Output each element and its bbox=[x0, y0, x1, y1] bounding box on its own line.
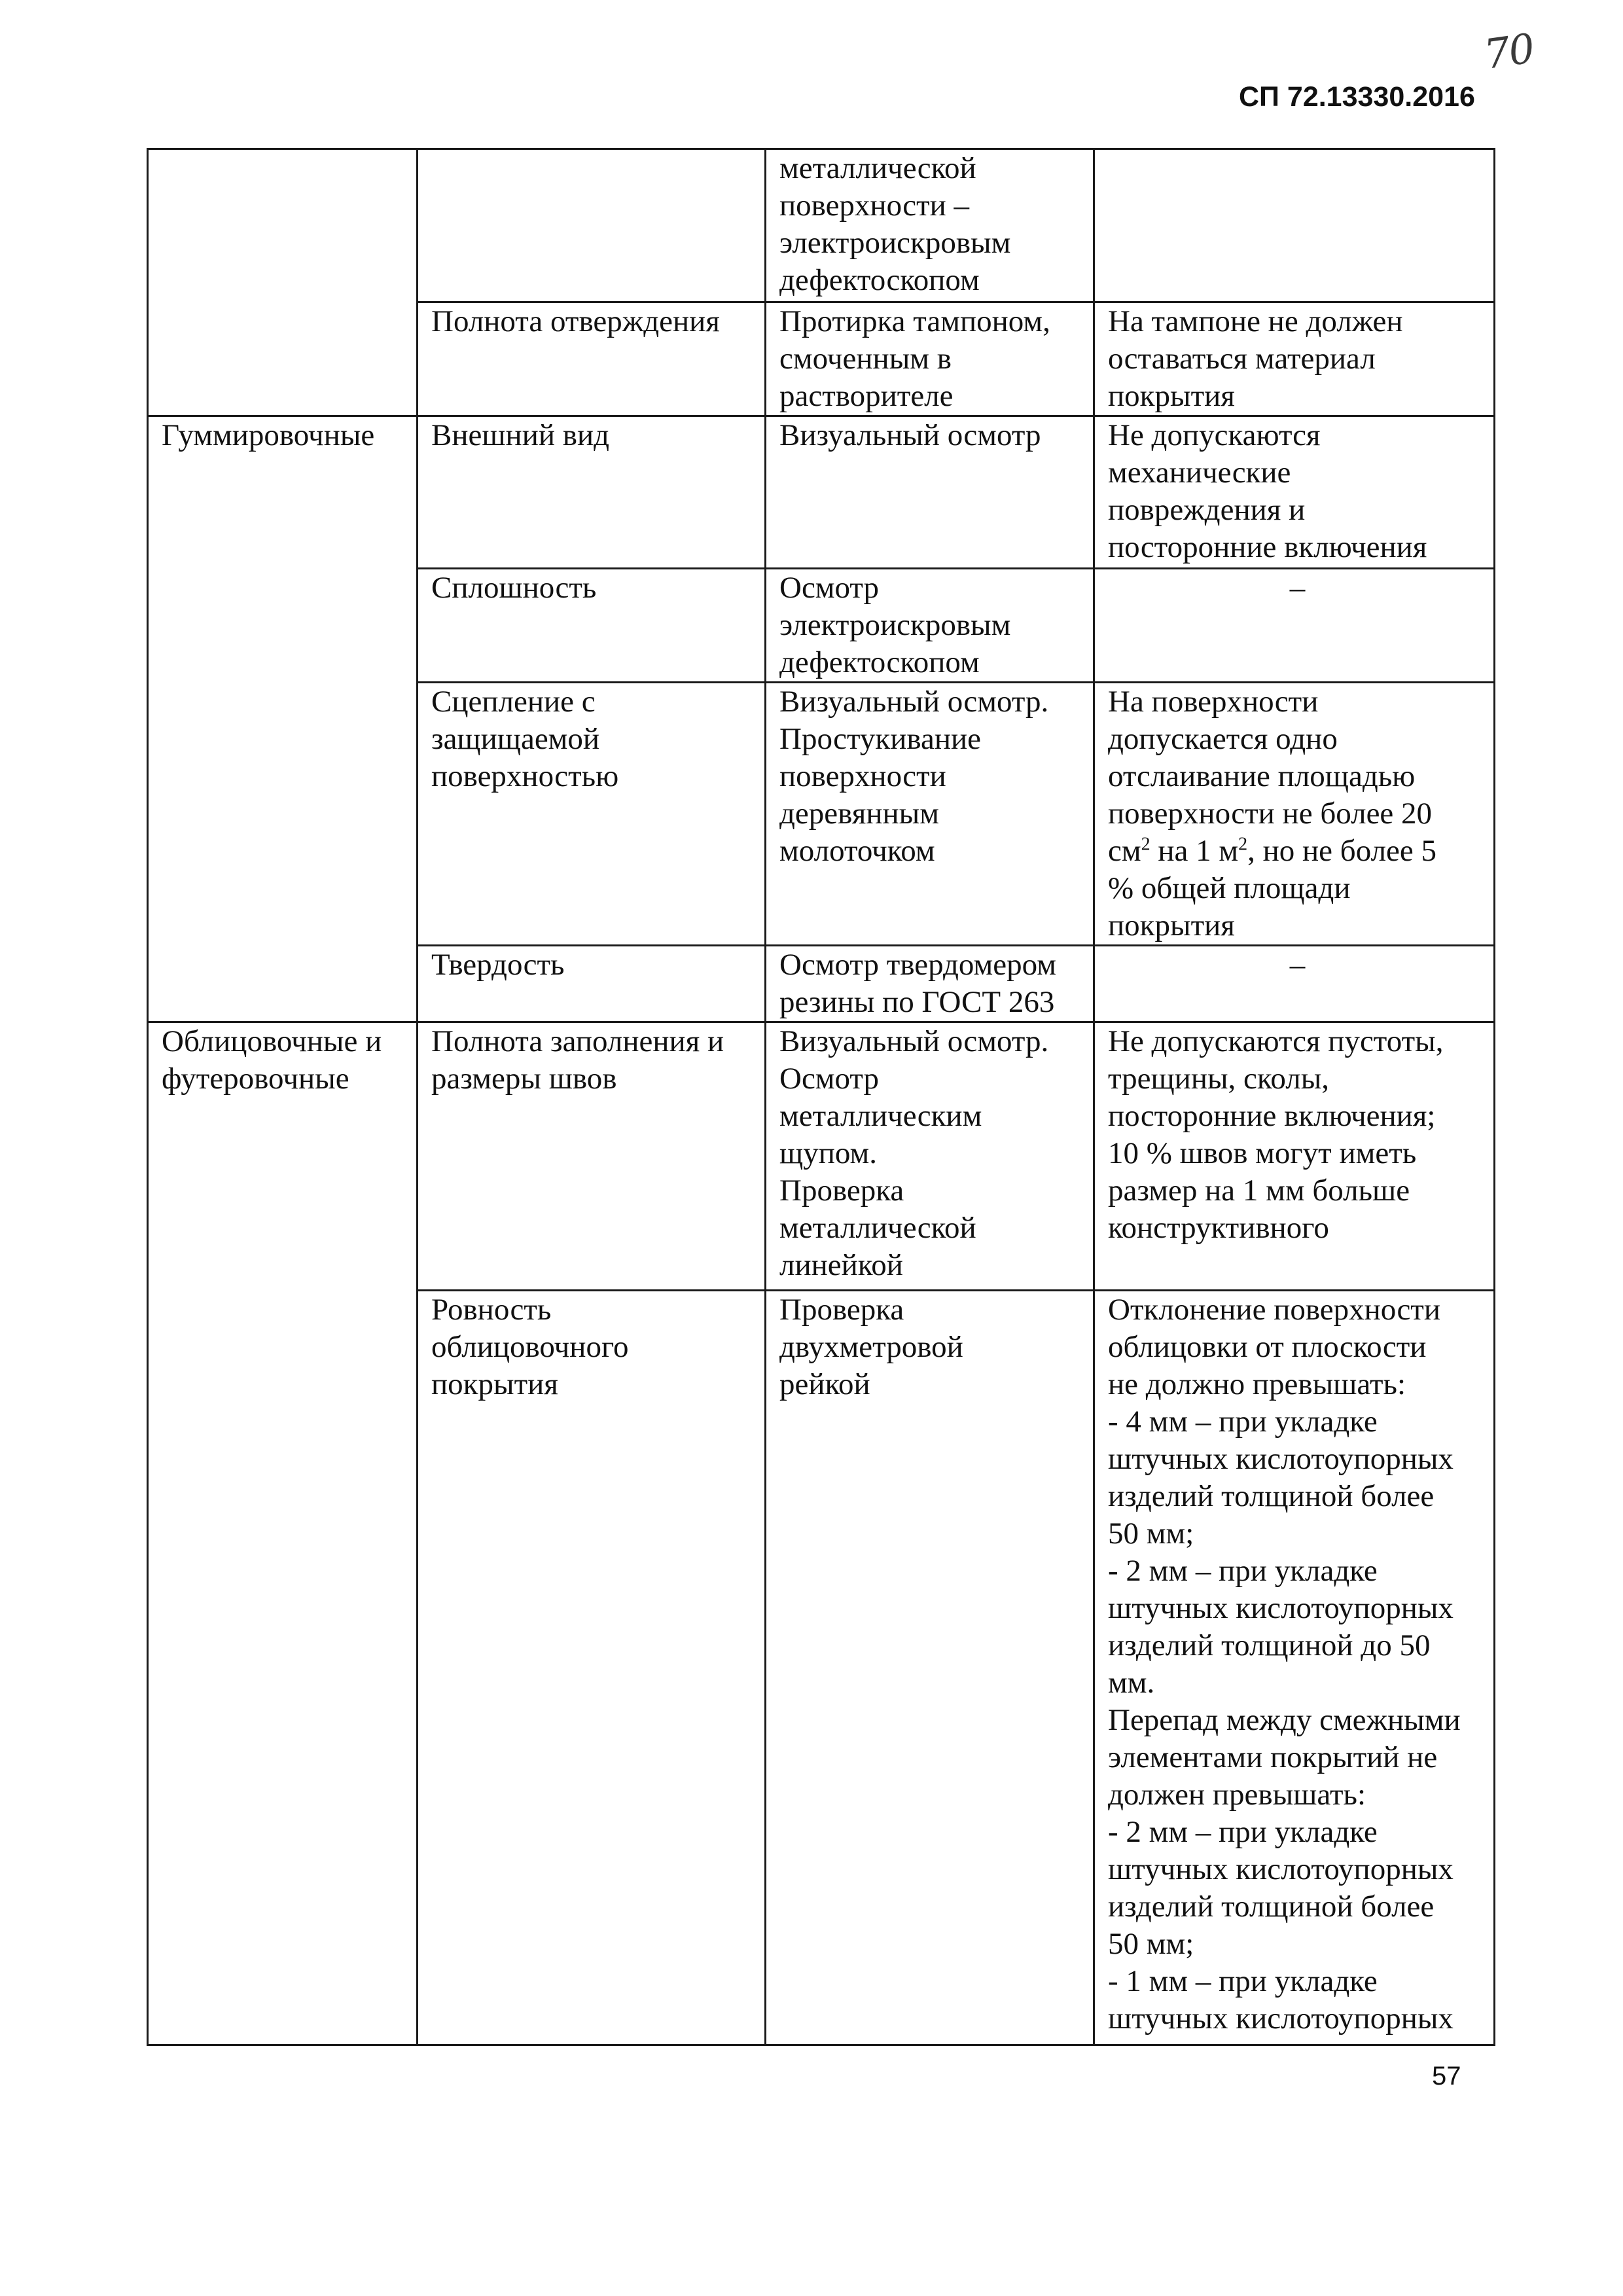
method-cell: Протирка тампоном, смоченным в растворителе bbox=[766, 302, 1094, 416]
type-cell: Гуммировочные bbox=[148, 416, 418, 1022]
requirement-cell: Не допускаются пустоты, трещины, сколы, посторонние включения; 10 % швов могут иметь размер на 1 мм больше конструктивного bbox=[1094, 1022, 1495, 1291]
page-number: 57 bbox=[1432, 2062, 1461, 2090]
document-code: СП 72.13330.2016 bbox=[1239, 81, 1475, 113]
requirement-cell: Не допускаются механические повреждения и посторонние включения bbox=[1094, 416, 1495, 569]
superscript: 2 bbox=[1141, 834, 1150, 855]
table-row bbox=[148, 416, 1495, 569]
method-cell: Визуальный осмотр bbox=[766, 416, 1094, 569]
parameter-cell: Ровность облицовочного покрытия bbox=[418, 1291, 766, 2045]
method-cell: Проверка двухметровой рейкой bbox=[766, 1291, 1094, 2045]
parameter-cell: Полнота отверждения bbox=[418, 302, 766, 416]
requirement-text: На поверхности допускается одно отслаивание площадью поверхности не более 20 см bbox=[1108, 685, 1433, 868]
parameter-cell: Сплошность bbox=[418, 569, 766, 683]
requirement-cell bbox=[1094, 683, 1495, 946]
handwritten-page-number: 70 bbox=[1481, 24, 1537, 79]
inspection-table bbox=[147, 148, 1495, 2046]
method-cell: Визуальный осмотр. Простукивание поверхности деревянным молоточком bbox=[766, 683, 1094, 946]
requirement-cell: – bbox=[1094, 946, 1495, 1022]
table-row bbox=[148, 1022, 1495, 1291]
parameter-cell: Полнота заполнения и размеры швов bbox=[418, 1022, 766, 1291]
requirement-cell: На тампоне не должен оставаться материал покрытия bbox=[1094, 302, 1495, 416]
superscript: 2 bbox=[1238, 834, 1248, 855]
type-cell bbox=[148, 149, 418, 416]
requirement-cell bbox=[1094, 149, 1495, 302]
requirement-cell: Отклонение поверхности облицовки от плоскости не должно превышать: - 4 мм – при укладке штучных кислотоупорных изделий толщиной более 50 мм; - 2 мм – при укладке штучных кислотоупорных изделий толщиной до 50 мм. Перепад между смежными элементами покрытий не должен превышать: - 2 мм – при укладке штучных кислотоупорных изделий толщиной более 50 мм; - 1 мм – при укладке штучных кислотоупорных bbox=[1094, 1291, 1495, 2045]
method-cell: металлической поверхности – электроискровым дефектоскопом bbox=[766, 149, 1094, 302]
method-cell: Осмотр электроискровым дефектоскопом bbox=[766, 569, 1094, 683]
requirement-text: , но не более 5 % общей площади покрытия bbox=[1108, 834, 1437, 942]
parameter-cell bbox=[418, 149, 766, 302]
parameter-cell: Сцепление с защищаемой поверхностью bbox=[418, 683, 766, 946]
requirement-cell: – bbox=[1094, 569, 1495, 683]
requirement-text: на 1 м bbox=[1150, 834, 1239, 868]
table-row bbox=[148, 149, 1495, 302]
parameter-cell: Твердость bbox=[418, 946, 766, 1022]
parameter-cell: Внешний вид bbox=[418, 416, 766, 569]
type-cell: Облицовочные и футеровочные bbox=[148, 1022, 418, 2045]
method-cell: Визуальный осмотр. Осмотр металлическим щупом. Проверка металлической линейкой bbox=[766, 1022, 1094, 1291]
method-cell: Осмотр твердомером резины по ГОСТ 263 bbox=[766, 946, 1094, 1022]
